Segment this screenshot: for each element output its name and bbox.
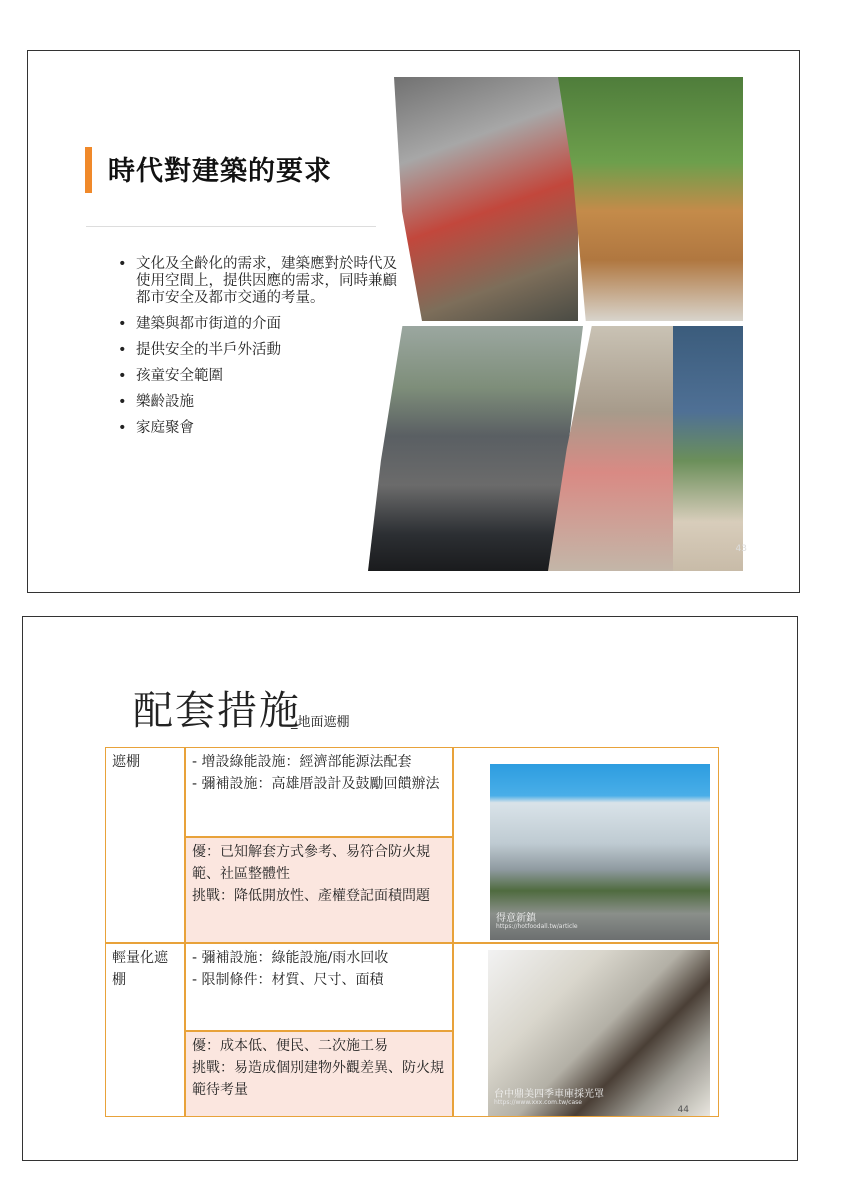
photo-sidewalk-cafe — [378, 77, 578, 321]
photo-wooden-deck — [558, 77, 743, 321]
photo-cell — [453, 943, 719, 1117]
bullet-item: • 孩童安全範圍 — [118, 368, 408, 385]
measure-line: - 彌補設施：綠能設施/雨水回收 — [192, 950, 389, 966]
slide-subtitle: _地面遮棚 — [291, 715, 350, 730]
measure-line: - 限制條件：材質、尺寸、面積 — [192, 972, 384, 988]
photo-street-children — [368, 326, 583, 571]
bullet-item: • 建築與都市街道的介面 — [118, 316, 408, 333]
photo-caption: 得意新鎮 — [496, 913, 536, 924]
title-accent-bar — [85, 147, 92, 193]
slide-44 — [22, 616, 798, 1161]
photo-terrace-buildings — [490, 764, 710, 940]
bullet-item: • 樂齡設施 — [118, 394, 408, 411]
row-label: 輕量化遮棚 — [105, 943, 185, 1117]
page-number: 44 — [677, 1105, 689, 1115]
pros-text: 優：已知解套方式參考、易符合防火規範、社區整體性 — [192, 844, 430, 882]
bullet-list — [118, 256, 408, 446]
photo-arcade-walkway — [673, 326, 743, 571]
bullet-item: • 提供安全的半戶外活動 — [118, 342, 408, 359]
photo-source-url: https://hotfoodall.tw/article — [496, 923, 578, 930]
slide-title: 配套措施 — [133, 688, 301, 734]
pros-challenge-cell — [185, 1031, 453, 1117]
measures-cell — [185, 943, 453, 1031]
measure-line: - 增設綠能設施：經濟部能源法配套 — [192, 754, 412, 770]
photo-caption: 台中鼎美四季車庫採光罩 — [494, 1089, 604, 1100]
measures-table — [105, 747, 719, 1117]
photo-cell — [453, 747, 719, 943]
pros-challenge-cell — [185, 837, 453, 943]
challenge-text: 挑戰：易造成個別建物外觀差異、防火規範待考量 — [192, 1060, 444, 1098]
measure-line: - 彌補設施：高雄厝設計及鼓勵回饋辦法 — [192, 776, 440, 792]
measures-cell — [185, 747, 453, 837]
page-number: 43 — [735, 544, 747, 554]
pros-text: 優：成本低、便民、二次施工易 — [192, 1038, 388, 1054]
slide-title: 時代對建築的要求 — [108, 156, 332, 187]
slide-43 — [27, 50, 800, 593]
title-divider — [86, 226, 376, 227]
bullet-item: • 家庭聚會 — [118, 420, 408, 437]
photo-source-url: https://www.xxx.com.tw/case — [494, 1099, 582, 1106]
challenge-text: 挑戰：降低開放性、產權登記面積問題 — [192, 888, 430, 904]
bullet-item: • 文化及全齡化的需求，建築應對於時代及使用空間上，提供因應的需求，同時兼顧都市安全及都市交通的考量。 — [118, 256, 408, 307]
row-label: 遮棚 — [105, 747, 185, 943]
photo-garage-canopy — [488, 950, 710, 1116]
